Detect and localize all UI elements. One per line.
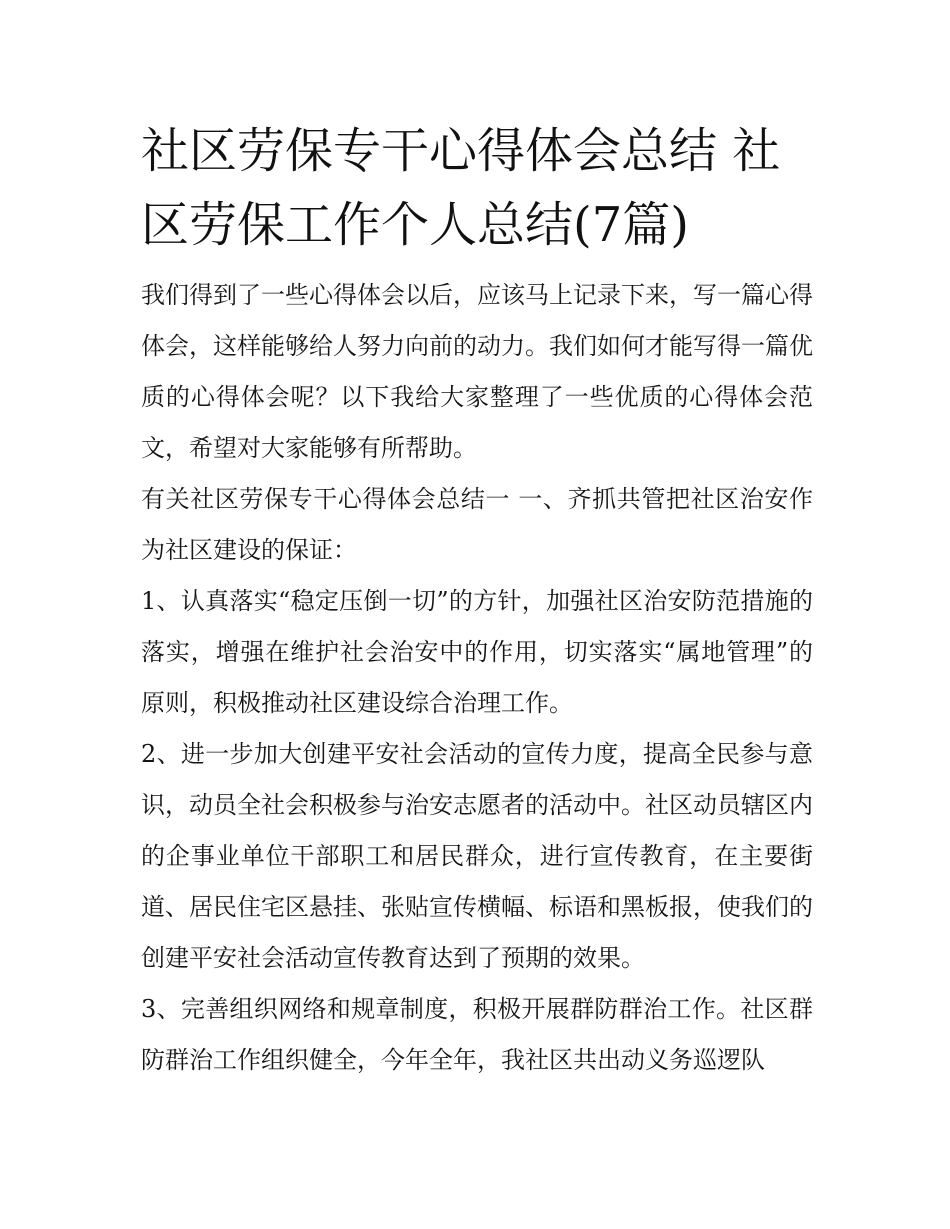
document-body — [141, 114, 813, 1086]
document-title: 社区劳保专干心得体会总结 社区劳保工作个人总结(7篇) — [141, 123, 781, 253]
item-1-paragraph: 1、认真落实“稳定压倒一切”的方针，加强社区治安防范措施的落实，增强在维护社会治安中的作用，切实落实“属地管理”的原则，积极推动社区建设综合治理工作。 — [141, 587, 813, 717]
section-heading-paragraph: 有关社区劳保专干心得体会总结一 一、齐抓共管把社区治安作为社区建设的保证： — [141, 485, 813, 564]
intro-paragraph: 我们得到了一些心得体会以后，应该马上记录下来，写一篇心得体会，这样能够给人努力向前的动力。我们如何才能写得一篇优质的心得体会呢？以下我给大家整理了一些优质的心得体会范文，希望对大家能够有所帮助。 — [141, 281, 813, 462]
item-3-paragraph: 3、完善组织网络和规章制度，积极开展群防群治工作。社区群防群治工作组织健全，今年全年，我社区共出动义务巡逻队 — [141, 995, 813, 1074]
item-2-paragraph: 2、进一步加大创建平安社会活动的宣传力度，提高全民参与意识，动员全社会积极参与治安志愿者的活动中。社区动员辖区内的企事业单位干部职工和居民群众，进行宣传教育，在主要街道、居民住宅区悬挂、张贴宣传横幅、标语和黑板报，使我们的创建平安社会活动宣传教育达到了预期的效果。 — [141, 740, 813, 972]
